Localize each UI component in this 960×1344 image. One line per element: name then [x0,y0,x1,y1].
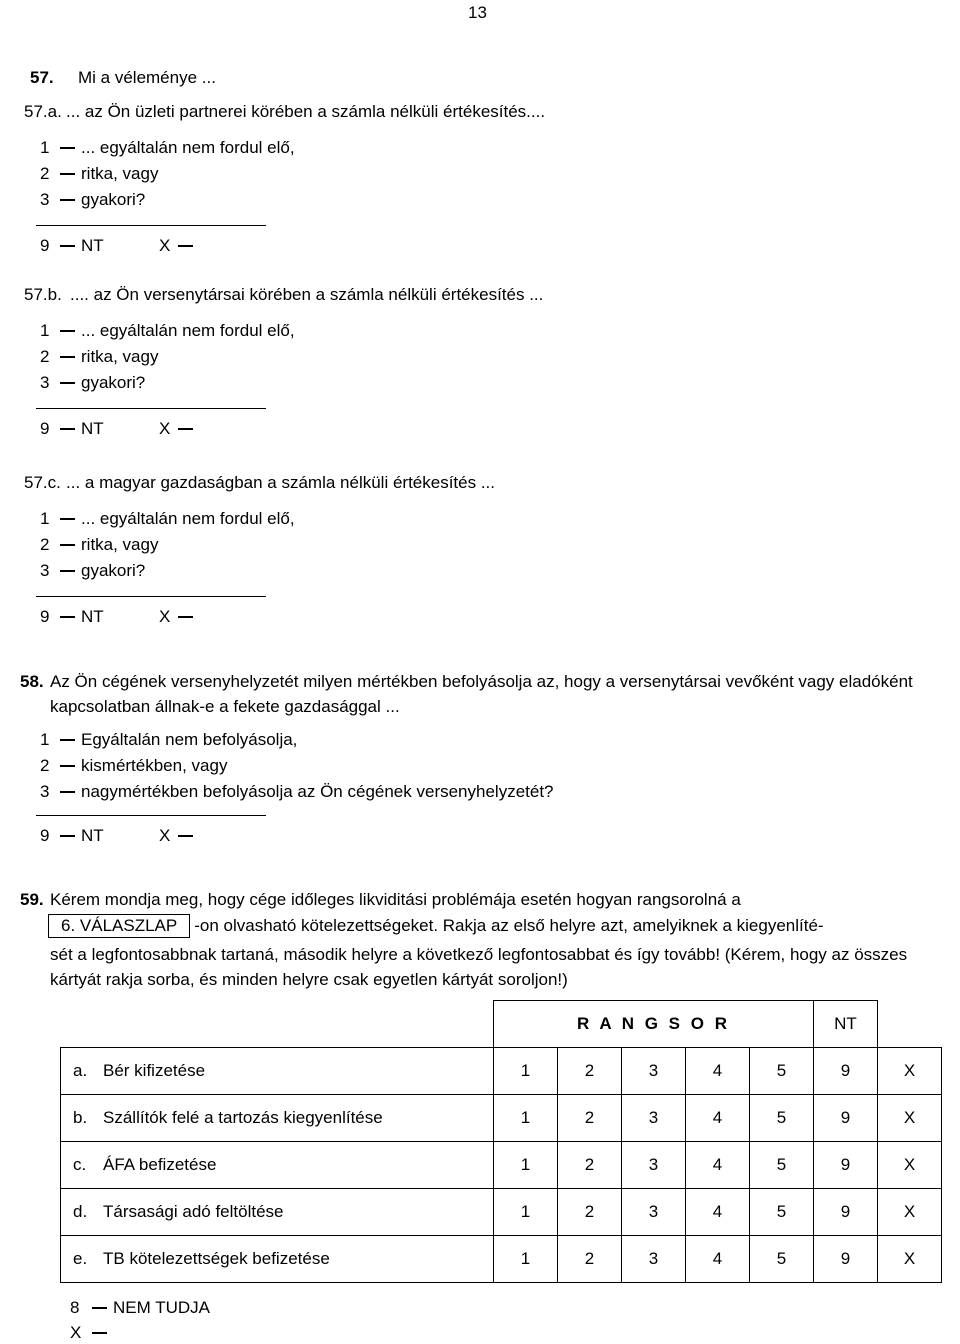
option-code: 1 [40,321,50,340]
nt-label: NT [81,826,104,845]
q57-option[interactable] [40,373,145,393]
rank-option-5[interactable]: 5 [750,1189,814,1236]
option-code: 2 [40,164,50,183]
q59-line2 [48,914,824,938]
option-code: 2 [40,756,50,775]
footer-option[interactable] [70,1323,113,1343]
q57-option[interactable] [40,321,295,341]
rank-option-4[interactable]: 4 [686,1189,750,1236]
dash-mark [60,382,75,384]
rank-option-1[interactable]: 1 [494,1142,558,1189]
row-label-cell [61,1048,494,1095]
rank-option-3[interactable]: 3 [622,1189,686,1236]
dash-mark [92,1332,107,1334]
q57-option[interactable] [40,347,158,367]
dash-mark [178,245,193,247]
ranking-table [60,1000,942,1283]
q57-sub-label: 57.c. [24,473,61,492]
page-number: 13 [468,3,487,22]
rank-option-1[interactable]: 1 [494,1048,558,1095]
rank-option-x[interactable]: X [878,1189,942,1236]
option-code: 1 [40,138,50,157]
row-label: Társasági adó feltöltése [103,1201,284,1221]
separator-line [36,408,266,409]
answer-card-label: 6. VÁLASZLAP [48,914,190,938]
q57-sub-text: .... az Ön versenytársai körében a számla nélküli értékesítés ... [70,285,544,304]
q57-option[interactable] [40,164,158,184]
x-label: X [159,607,171,626]
dash-mark [60,147,75,149]
option-code: 1 [40,509,50,528]
rank-option-3[interactable]: 3 [622,1142,686,1189]
q58-number: 58. [20,672,44,691]
q57-option[interactable] [40,509,295,529]
row-letter: b. [73,1107,88,1127]
option-code: 8 [70,1298,80,1317]
row-label: ÁFA befizetése [103,1154,217,1174]
rank-option-nt[interactable]: 9 [814,1142,878,1189]
option-code: 3 [40,561,50,580]
dash-mark [60,791,75,793]
dash-mark [60,199,75,201]
dash-mark [60,835,75,837]
option-code: 3 [40,782,50,801]
rank-option-x[interactable]: X [878,1236,942,1283]
row-letter: a. [73,1060,88,1080]
row-label-cell [61,1142,494,1189]
table-row [61,1236,942,1283]
dash-mark [60,173,75,175]
rank-option-3[interactable]: 3 [622,1095,686,1142]
option-text: ritka, vagy [81,535,159,554]
row-label: Szállítók felé a tartozás kiegyenlítése [103,1107,383,1127]
dash-mark [178,616,193,618]
nt-label: NT [81,419,104,438]
q59-line2-text: -on olvasható kötelezettségeket. Rakja az első helyre azt, amelyiknek a kiegyenlíté- [194,916,824,935]
rank-option-3[interactable]: 3 [622,1048,686,1095]
row-label-cell [61,1095,494,1142]
rank-option-2[interactable]: 2 [558,1189,622,1236]
table-row [61,1048,942,1095]
rank-option-5[interactable]: 5 [750,1142,814,1189]
rank-option-4[interactable]: 4 [686,1142,750,1189]
q58-option[interactable] [40,756,227,776]
rank-option-x[interactable]: X [878,1095,942,1142]
q57-sub-text: ... a magyar gazdaságban a számla nélküli értékesítés ... [66,473,496,492]
rank-option-1[interactable]: 1 [494,1095,558,1142]
rank-option-nt[interactable]: 9 [814,1048,878,1095]
row-label: Bér kifizetése [103,1060,206,1080]
rank-option-x[interactable]: X [878,1142,942,1189]
q57-title: Mi a véleménye ... [78,68,216,87]
header-spacer [61,1001,494,1048]
q58-text: Az Ön cégének versenyhelyzetét milyen mértékben befolyásolja az, hogy a versenytársai vevőként vagy eladóként kapcsolatban állnak-e a fekete gazdasággal ... [50,672,913,716]
option-text: gyakori? [81,561,146,580]
dash-mark [60,739,75,741]
nt-code: 9 [40,236,50,255]
header-nt: NT [814,1001,878,1048]
row-letter: c. [73,1154,87,1174]
q59-number: 59. [20,890,44,909]
x-label: X [159,826,171,845]
rank-option-5[interactable]: 5 [750,1236,814,1283]
dash-mark [60,518,75,520]
q58-option[interactable] [40,782,554,802]
table-row [61,1095,942,1142]
rank-option-1[interactable]: 1 [494,1236,558,1283]
dash-mark [178,428,193,430]
x-label: X [159,419,171,438]
option-code: 3 [40,373,50,392]
option-text: ... egyáltalán nem fordul elő, [81,321,295,340]
rank-option-5[interactable]: 5 [750,1048,814,1095]
row-label-cell [61,1189,494,1236]
option-text: Egyáltalán nem befolyásolja, [81,730,298,749]
q57-option[interactable] [40,190,145,210]
option-code: 2 [40,535,50,554]
rank-option-3[interactable]: 3 [622,1236,686,1283]
q57-number: 57. [30,68,54,87]
table-row [61,1142,942,1189]
rank-option-4[interactable]: 4 [686,1095,750,1142]
dash-mark [60,544,75,546]
dash-mark [60,356,75,358]
dash-mark [60,765,75,767]
option-text: gyakori? [81,190,146,209]
nt-code: 9 [40,419,50,438]
option-text: kismértékben, vagy [81,756,228,775]
dash-mark [178,835,193,837]
nt-code: 9 [40,607,50,626]
dash-mark [60,428,75,430]
option-text: ritka, vagy [81,347,159,366]
q57-sub-text: ... az Ön üzleti partnerei körében a számla nélküli értékesítés.... [66,102,546,121]
option-text: gyakori? [81,373,146,392]
row-letter: d. [73,1201,88,1221]
q57-sub-label: 57.a. [24,102,62,121]
option-text: ... egyáltalán nem fordul elő, [81,509,295,528]
q57-nt-option[interactable] [40,419,199,439]
table-header-row [61,1001,942,1048]
q58-nt-option[interactable] [40,826,199,846]
separator-line [36,225,266,226]
rank-option-x[interactable]: X [878,1048,942,1095]
separator-line [36,596,266,597]
q57-option[interactable] [40,561,145,581]
dash-mark [92,1307,107,1309]
q57-nt-option[interactable] [40,236,199,256]
row-label-cell [61,1236,494,1283]
table-row [61,1189,942,1236]
rank-option-4[interactable]: 4 [686,1236,750,1283]
row-letter: e. [73,1248,88,1268]
rank-option-1[interactable]: 1 [494,1189,558,1236]
rank-option-2[interactable]: 2 [558,1048,622,1095]
q58-option[interactable] [40,730,297,750]
option-code: 3 [40,190,50,209]
option-text: nagymértékben befolyásolja az Ön cégének versenyhelyzetét? [81,782,554,801]
rank-option-2[interactable]: 2 [558,1095,622,1142]
rank-option-nt[interactable]: 9 [814,1236,878,1283]
nt-code: 9 [40,826,50,845]
option-text: ritka, vagy [81,164,159,183]
separator-line [36,815,266,816]
dash-mark [60,616,75,618]
nt-label: NT [81,607,104,626]
footer-option[interactable] [70,1298,210,1318]
option-code: 1 [40,730,50,749]
q57-option[interactable] [40,535,158,555]
dash-mark [60,570,75,572]
header-spacer [878,1001,942,1048]
nt-label: NT [81,236,104,255]
dash-mark [60,245,75,247]
option-text: NEM TUDJA [113,1298,210,1317]
q57-nt-option[interactable] [40,607,199,627]
q59-line1: Kérem mondja meg, hogy cége időleges likviditási problémája esetén hogyan rangsorolná a [50,890,741,909]
option-code: 2 [40,347,50,366]
option-code: X [70,1323,82,1342]
row-label: TB kötelezettségek befizetése [103,1248,330,1268]
q59-line3: sét a legfontosabbnak tartaná, második helyre a következő legfontosabbat és így tovább! (Kérem, hogy az összes kártyát rakja sorba, és minden helyre csak egyetlen kártyát soroljon!) [50,945,908,989]
dash-mark [60,330,75,332]
option-text: ... egyáltalán nem fordul elő, [81,138,295,157]
header-rank: R A N G S O R [494,1001,814,1048]
rank-option-2[interactable]: 2 [558,1236,622,1283]
rank-option-5[interactable]: 5 [750,1095,814,1142]
x-label: X [159,236,171,255]
rank-option-4[interactable]: 4 [686,1048,750,1095]
q57-option[interactable] [40,138,295,158]
q57-sub-label: 57.b. [24,285,62,304]
rank-option-nt[interactable]: 9 [814,1189,878,1236]
rank-option-nt[interactable]: 9 [814,1095,878,1142]
rank-option-2[interactable]: 2 [558,1142,622,1189]
